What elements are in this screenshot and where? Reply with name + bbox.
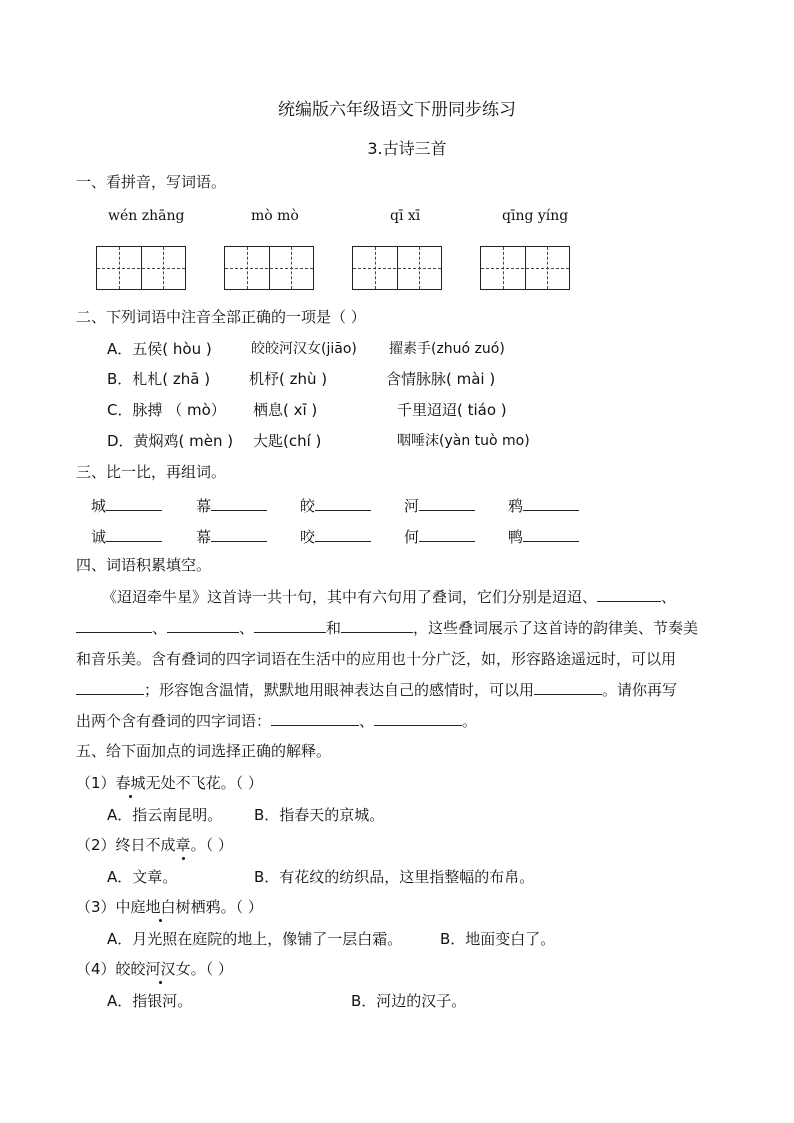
q2-option-b: B．有花纹的纺织品，这里指整幅的布帛。 [254,868,535,886]
q4-option-a: A．指银河。 [107,992,193,1010]
pinyin-3: qī xī [390,208,421,224]
answer-blank[interactable] [271,711,359,726]
char-he: 河 [404,496,475,514]
section2-heading: 二、下列词语中注音全部正确的一项是（ ） [76,308,366,326]
option-d-1: D．黄焖鸡( mèn ) [107,432,234,450]
answer-blank[interactable] [106,527,162,542]
dotted-word: 河汉 [145,960,176,978]
option-c-3: 千里迢迢( tiáo ) [397,401,507,419]
answer-blank[interactable] [523,527,579,542]
char-cheng: 城 [91,496,162,514]
answer-blank[interactable] [315,527,371,542]
answer-blank[interactable] [534,680,602,695]
q1-option-a: A．指云南昆明。 [107,806,223,824]
option-b-2: 机杼( zhù ) [249,370,328,388]
option-b-3: 含情脉脉( mài ) [386,370,496,388]
answer-blank[interactable] [374,711,462,726]
q3-option-a: A．月光照在庭院的地上，像铺了一层白霜。 [107,930,403,948]
option-a-3: 擢素手(zhuó zuó) [389,341,505,357]
char-he2: 何 [404,527,475,545]
answer-blank[interactable] [315,496,371,511]
char-mu: 幕 [196,496,267,514]
char-cheng2: 诚 [91,527,162,545]
lesson-title: 3.古诗三首 [367,139,447,158]
answer-blank[interactable] [523,496,579,511]
page-title: 统编版六年级语文下册同步练习 [278,100,516,120]
section1-heading: 一、看拼音，写词语。 [76,173,227,191]
option-d-3: 咽唾沫(yàn tuò mo) [397,433,530,449]
option-a-1: A．五侯( hòu ) [107,340,212,358]
answer-blank[interactable] [106,496,162,511]
answer-blank[interactable] [419,496,475,511]
answer-blank[interactable] [254,618,326,633]
answer-blank[interactable] [597,587,661,602]
option-d-2: 大匙(chí ) [253,432,322,450]
answer-blank[interactable] [167,618,239,633]
char-jiao: 皎 [300,496,371,514]
answer-blank[interactable] [76,618,152,633]
char-mu2: 幕 [196,527,267,545]
question-4: （4）皎皎河汉女。（ ） [76,960,233,978]
dotted-word: 春城 [115,774,146,792]
q3-option-b: B．地面变白了。 [440,930,556,948]
writing-grid-4[interactable] [480,246,570,290]
writing-grid-2[interactable] [224,246,314,290]
answer-blank[interactable] [211,496,267,511]
pinyin-1: wén zhāng [108,208,185,224]
answer-blank[interactable] [211,527,267,542]
question-3: （3）中庭地白树栖鸦。（ ） [76,898,263,916]
answer-blank[interactable] [419,527,475,542]
q1-option-b: B．指春天的京城。 [254,806,385,824]
option-b-1: B．札札( zhā ) [107,370,211,388]
char-yao: 咬 [300,527,371,545]
char-ya2: 鸭 [508,527,579,545]
char-ya: 鸦 [508,496,579,514]
option-a-2: 皎皎河汉女(jiāo) [251,341,357,357]
question-1: （1）春城无处不飞花。（ ） [76,774,263,792]
pinyin-2: mò mò [251,208,299,224]
answer-blank[interactable] [341,618,413,633]
section3-heading: 三、比一比，再组词。 [76,463,227,481]
option-c-1: C．脉搏 （ mò） [107,401,226,419]
q4-option-b: B．河边的汉子。 [351,992,467,1010]
section4-heading: 四、词语积累填空。 [76,556,212,574]
section5-heading: 五、给下面加点的词选择正确的解释。 [76,742,332,760]
question-2: （2）终日不成章。（ ） [76,836,233,854]
section4-paragraph: 《迢迢牵牛星》这首诗一共十句，其中有六句用了叠词，它们分别是迢迢、 、 、 、 和 ，这些叠词展示了这首诗的韵律美、节奏美 和音乐美。含有叠词的四字词语在生活中的应用也十分广泛，如，形容路途遥远时，可以用 ；形容饱含温情，默默地用眼神表达自己的感情时，可以用 。请你再写 出两个含有叠词的四字词语： 、 。 [76,588,699,730]
q2-option-a: A．文章。 [107,868,178,886]
pinyin-4: qīng yíng [502,208,569,224]
answer-blank[interactable] [76,680,144,695]
dotted-word: 章 [175,836,191,854]
writing-grid-1[interactable] [96,246,186,290]
dotted-word: 地白 [145,898,176,916]
writing-grid-3[interactable] [352,246,442,290]
option-c-2: 栖息( xī ) [253,401,318,419]
